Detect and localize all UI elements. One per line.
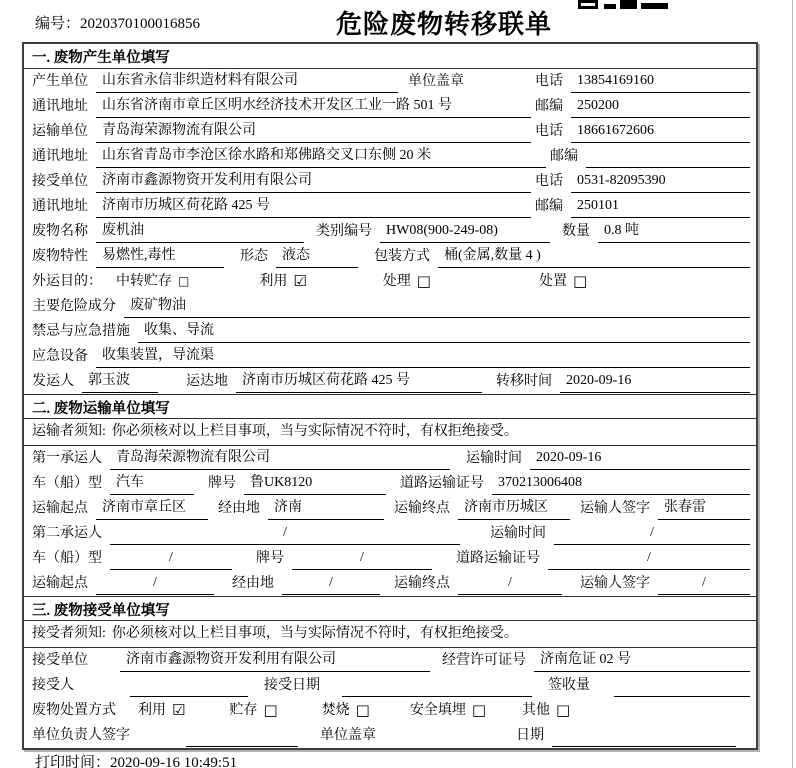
row-receiver-notice bbox=[24, 621, 756, 648]
form-value: 液态 bbox=[276, 245, 358, 268]
address-label: 通讯地址 bbox=[32, 149, 88, 164]
plate-label: 牌号 bbox=[256, 551, 284, 566]
row-transfer-purpose bbox=[24, 269, 756, 294]
checkbox-store: □ bbox=[263, 701, 278, 719]
terminus2-value: / bbox=[458, 572, 562, 595]
checkbox-transit-storage: □ bbox=[178, 274, 190, 288]
row-producer bbox=[24, 69, 756, 94]
carrier-sign2-value: / bbox=[658, 572, 750, 595]
packaging-value: 桶(金属,数量 4 ) bbox=[438, 245, 750, 268]
producer-address-value: 山东省济南市章丘区明水经济技术开发区工业一路 501 号 bbox=[96, 95, 531, 118]
row-vehicle1 bbox=[24, 471, 756, 496]
page-edge-divider bbox=[792, 0, 793, 768]
section2-title: 二. 废物运输单位填写 bbox=[32, 400, 170, 417]
transporter-label: 运输单位 bbox=[32, 124, 88, 139]
carrier1-label: 第一承运人 bbox=[32, 451, 102, 466]
manager-sign-value bbox=[186, 724, 298, 747]
row-transporter bbox=[24, 119, 756, 144]
via-label: 经由地 bbox=[218, 501, 260, 516]
row-transporter-notice bbox=[24, 419, 756, 446]
unit-seal-label: 单位盖章 bbox=[320, 728, 376, 743]
transfer-time-label: 转移时间 bbox=[496, 374, 552, 389]
road-permit2-value: / bbox=[548, 547, 750, 570]
license-value: 济南危证 02 号 bbox=[534, 649, 750, 672]
hazard-label: 主要危险成分 bbox=[32, 299, 116, 314]
disposal-option-label: 安全填埋 bbox=[409, 703, 466, 718]
carrier-sign-label: 运输人签字 bbox=[580, 576, 650, 591]
producer-value: 山东省永信非织造材料有限公司 bbox=[96, 70, 398, 93]
row-first-carrier bbox=[24, 446, 756, 471]
row-hazard-components bbox=[24, 294, 756, 319]
transporter-zip-field bbox=[550, 145, 750, 168]
transporter-notice-label: 运输者须知: bbox=[32, 424, 106, 439]
date-label: 日期 bbox=[516, 728, 544, 743]
qr-block bbox=[578, 0, 598, 9]
via-label: 经由地 bbox=[232, 576, 274, 591]
transporter-phone-value: 18661672606 bbox=[571, 120, 750, 143]
acceptor-value bbox=[130, 674, 248, 697]
receiver-zip-field bbox=[535, 195, 750, 218]
quantity-label: 数量 bbox=[562, 224, 590, 239]
disposal-option-label: 其他 bbox=[522, 703, 551, 718]
traits-value: 易燃性,毒性 bbox=[96, 245, 224, 268]
hazard-value: 废矿物油 bbox=[124, 295, 750, 318]
row-receiver-address bbox=[24, 194, 756, 219]
waste-name-value: 废机油 bbox=[96, 220, 304, 243]
address-label: 通讯地址 bbox=[32, 199, 88, 214]
vehicle-label: 车（船）型 bbox=[32, 551, 102, 566]
unit-seal-label: 单位盖章 bbox=[408, 74, 464, 89]
section1-title: 一. 废物产生单位填写 bbox=[32, 50, 170, 66]
row-second-carrier bbox=[24, 521, 756, 546]
plate2-value: / bbox=[292, 547, 432, 570]
measures-value: 收集、导流 bbox=[138, 320, 750, 343]
row-producer-address bbox=[24, 94, 756, 119]
accept-unit-value: 济南市鑫源物资开发利用有限公司 bbox=[120, 649, 430, 672]
producer-phone-field bbox=[535, 70, 750, 93]
accept-date-label: 接受日期 bbox=[264, 678, 320, 693]
waste-name-label: 废物名称 bbox=[32, 224, 88, 239]
phone-label: 电话 bbox=[535, 124, 563, 139]
terminus-label: 运输终点 bbox=[394, 576, 450, 591]
category-label: 类别编号 bbox=[316, 224, 372, 239]
packaging-label: 包装方式 bbox=[374, 249, 430, 264]
row-accept-unit bbox=[24, 648, 756, 673]
measures-label: 禁忌与应急措施 bbox=[32, 324, 130, 339]
serial-label: 编号： bbox=[35, 16, 81, 32]
receiver-value: 济南市鑫源物资开发利用有限公司 bbox=[96, 170, 531, 193]
row-vehicle2 bbox=[24, 546, 756, 571]
receiver-zip-value: 250101 bbox=[571, 195, 750, 218]
transport-time-label: 运输时间 bbox=[466, 451, 522, 466]
accept-date-value bbox=[342, 674, 532, 697]
zip-label: 邮编 bbox=[550, 149, 578, 164]
receiver-address-value: 济南市历城区荷花路 425 号 bbox=[96, 195, 531, 218]
shipper-label: 发运人 bbox=[32, 374, 74, 389]
section3-header bbox=[24, 596, 756, 621]
print-time-value: 2020-09-16 10:49:51 bbox=[110, 755, 238, 768]
transport-time1-value: 2020-09-16 bbox=[530, 447, 750, 470]
row-waste-traits bbox=[24, 244, 756, 269]
section3-title: 三. 废物接受单位填写 bbox=[32, 602, 170, 619]
qr-block bbox=[620, 0, 637, 9]
origin-label: 运输起点 bbox=[32, 501, 88, 516]
equipment-label: 应急设备 bbox=[32, 349, 88, 364]
receiver-phone-field bbox=[535, 170, 750, 193]
origin1-value: 济南市章丘区 bbox=[96, 497, 208, 520]
serial-value: 2020370100016856 bbox=[80, 16, 201, 32]
disposal-option-label: 贮存 bbox=[229, 703, 258, 718]
receiver-label: 接受单位 bbox=[32, 174, 88, 189]
row-emergency-measures bbox=[24, 319, 756, 344]
road-permit-label: 道路运输证号 bbox=[456, 551, 540, 566]
carrier2-value: / bbox=[110, 522, 460, 545]
purpose-label: 外运目的： bbox=[32, 274, 102, 289]
transport-time-label: 运输时间 bbox=[490, 526, 546, 541]
transporter-phone-field bbox=[535, 120, 750, 143]
traits-label: 废物特性 bbox=[32, 249, 88, 264]
carrier-sign1-value: 张春雷 bbox=[658, 497, 750, 520]
plate1-value: 鲁UK8120 bbox=[244, 472, 386, 495]
purpose-option-label: 利用 bbox=[259, 274, 288, 289]
purpose-option-label: 中转贮存 bbox=[116, 274, 172, 289]
checkbox-utilize-checked: ☑ bbox=[293, 272, 307, 290]
print-time bbox=[35, 751, 237, 768]
qr-block bbox=[604, 4, 616, 9]
checkbox-treat: □ bbox=[416, 272, 431, 290]
disposal-label: 废物处置方式 bbox=[32, 703, 116, 718]
destination-value: 济南市历城区荷花路 425 号 bbox=[236, 370, 482, 393]
row-acceptor bbox=[24, 673, 756, 698]
disposal-option-label: 利用 bbox=[138, 703, 166, 718]
zip-label: 邮编 bbox=[535, 99, 563, 114]
row-emergency-equipment bbox=[24, 344, 756, 369]
vehicle-label: 车（船）型 bbox=[32, 476, 102, 491]
vehicle2-value: / bbox=[110, 547, 232, 570]
transporter-zip-value bbox=[586, 145, 750, 168]
vehicle1-value: 汽车 bbox=[110, 472, 194, 495]
received-qty-label: 签收量 bbox=[548, 678, 590, 693]
license-label: 经营许可证号 bbox=[442, 653, 526, 668]
section1-header bbox=[24, 44, 756, 69]
print-time-label: 打印时间： bbox=[35, 755, 111, 768]
producer-zip-field bbox=[535, 95, 750, 118]
terminus1-value: 济南市历城区 bbox=[458, 497, 570, 520]
transport-time2-value: / bbox=[554, 522, 750, 545]
plate-label: 牌号 bbox=[208, 476, 236, 491]
page-title: 危险废物转移联单 bbox=[335, 10, 552, 39]
origin-label: 运输起点 bbox=[32, 576, 88, 591]
checkbox-utilize-checked: ☑ bbox=[172, 701, 186, 719]
equipment-value: 收集装置，导流渠 bbox=[96, 345, 750, 368]
transfer-time-value: 2020-09-16 bbox=[560, 370, 750, 393]
checkbox-dispose: □ bbox=[572, 272, 588, 290]
row-manager-sign bbox=[24, 723, 756, 748]
row-route1 bbox=[24, 496, 756, 521]
row-route2 bbox=[24, 571, 756, 596]
accept-unit-label: 接受单位 bbox=[32, 653, 88, 668]
road-permit-label: 道路运输证号 bbox=[400, 476, 484, 491]
received-qty-value bbox=[614, 674, 750, 697]
phone-label: 电话 bbox=[535, 174, 563, 189]
producer-label: 产生单位 bbox=[32, 74, 88, 89]
carrier1-value: 青岛海荣源物流有限公司 bbox=[110, 447, 450, 470]
receiver-notice-text: 你必须核对以上栏目事项，当与实际情况不符时，有权拒绝接受。 bbox=[111, 626, 518, 641]
shipper-value: 郭玉波 bbox=[82, 370, 158, 393]
row-receiver bbox=[24, 169, 756, 194]
road-permit1-value: 370213006408 bbox=[492, 472, 750, 495]
producer-zip-value: 250200 bbox=[571, 95, 750, 118]
purpose-option-label: 处置 bbox=[538, 274, 567, 289]
date-value bbox=[552, 724, 736, 747]
checkbox-incinerate: □ bbox=[355, 701, 370, 719]
qr-block bbox=[641, 3, 668, 9]
row-waste-name bbox=[24, 219, 756, 244]
form-label: 形态 bbox=[240, 249, 268, 264]
qr-code-fragment-icon bbox=[578, 0, 670, 9]
category-value: HW08(900-249-08) bbox=[380, 220, 550, 243]
row-transporter-address bbox=[24, 144, 756, 169]
acceptor-label: 接受人 bbox=[32, 678, 74, 693]
manager-sign-label: 单位负责人签字 bbox=[32, 728, 130, 743]
address-label: 通讯地址 bbox=[32, 99, 88, 114]
receiver-phone-value: 0531-82095390 bbox=[571, 170, 750, 193]
purpose-option-label: 处理 bbox=[382, 274, 411, 289]
disposal-option-label: 焚烧 bbox=[321, 703, 350, 718]
row-disposal-method bbox=[24, 698, 756, 723]
quantity-value: 0.8 吨 bbox=[598, 220, 750, 243]
phone-label: 电话 bbox=[535, 74, 563, 89]
transporter-notice-text: 你必须核对以上栏目事项，当与实际情况不符时，有权拒绝接受。 bbox=[111, 424, 518, 439]
destination-label: 运达地 bbox=[186, 374, 228, 389]
transporter-address-value: 山东省青岛市李沧区徐水路和郑佛路交叉口东侧 20 米 bbox=[96, 145, 546, 168]
terminus-label: 运输终点 bbox=[394, 501, 450, 516]
carrier2-label: 第二承运人 bbox=[32, 526, 102, 541]
checkbox-landfill: □ bbox=[471, 701, 487, 719]
origin2-value: / bbox=[96, 572, 214, 595]
producer-phone-value: 13854169160 bbox=[571, 70, 750, 93]
via1-value: 济南 bbox=[268, 497, 384, 520]
transfer-form-table bbox=[22, 42, 758, 750]
via2-value: / bbox=[282, 572, 380, 595]
transporter-value: 青岛海荣源物流有限公司 bbox=[96, 120, 531, 143]
receiver-notice-label: 接受者须知: bbox=[32, 626, 106, 641]
zip-label: 邮编 bbox=[535, 199, 563, 214]
row-shipper bbox=[24, 369, 756, 394]
section2-header bbox=[24, 394, 756, 419]
checkbox-other: □ bbox=[556, 701, 571, 719]
carrier-sign-label: 运输人签字 bbox=[580, 501, 650, 516]
